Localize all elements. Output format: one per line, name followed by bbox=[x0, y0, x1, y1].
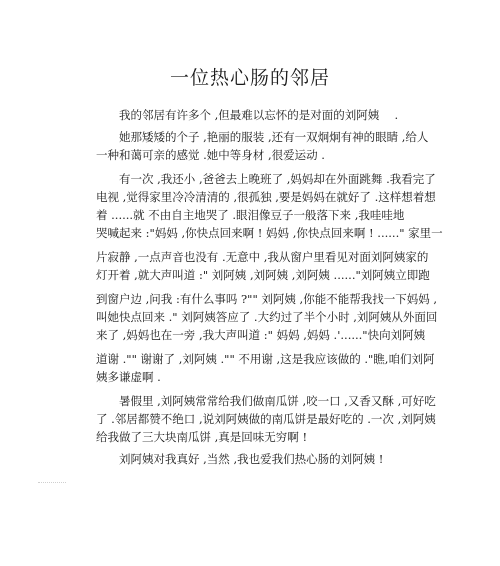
text-line: 有一次 ,我还小 ,爸爸去上晚班了 ,妈妈却在外面跳舞 .我看完了 bbox=[96, 172, 436, 186]
text-line: 一种和蔼可亲的感觉 .她中等身材 ,很爱运动 . bbox=[96, 148, 325, 162]
margin-mark bbox=[38, 482, 66, 483]
text-line: 姨多谦虚啊 . bbox=[96, 370, 161, 384]
text-line: 给我做了三大块南瓜饼 ,真是回味无穷啊 ! bbox=[96, 430, 308, 444]
text-line: 道谢 ."" 谢谢了 ,刘阿姨 ."" 不用谢 ,这是我应该做的 ."瞧,咱们刘阿 bbox=[96, 352, 435, 366]
text-line: 着 ......就 不由自主地哭了 .眼泪像豆子一般落下来 ,我哇哇地 bbox=[96, 208, 405, 222]
text-line: 片寂静 ,一点声音也没有 .无意中 ,我从窗户里看见对面刘阿姨家的 bbox=[96, 250, 429, 264]
text-line: 暑假里 ,刘阿姨常常给我们做南瓜饼 ,咬一口 ,又香又酥 ,可好吃 bbox=[96, 394, 436, 408]
text-line: 了 .邻居都赞不绝口 ,说刘阿姨做的南瓜饼是最好吃的 .一次 ,刘阿姨 bbox=[96, 412, 436, 426]
text-line: 哭喊起来 :"妈妈 ,你快点回来啊 ! 妈妈 ,你快点回来啊 ! ......" 家里一 bbox=[96, 226, 443, 240]
text-line: 到窗户边 ,问我 :有什么事吗 ?"" 刘阿姨 ,你能不能帮我找一下妈妈 , bbox=[96, 292, 438, 306]
text-line: 电视 ,觉得家里冷冷清清的 ,很孤独 ,要是妈妈在就好了 .这样想着想 bbox=[96, 190, 436, 204]
text-line: 我的邻居有许多个 ,但最难以忘怀的是对面的刘阿姨 . bbox=[96, 108, 399, 122]
text-line: 刘阿姨对我真好 ,当然 ,我也爱我们热心肠的刘阿姨 ! bbox=[96, 452, 384, 466]
text-line: 她那矮矮的个子 ,艳丽的服装 ,还有一双炯炯有神的眼睛 ,给人 bbox=[96, 130, 429, 144]
text-line: 灯开着 ,就大声叫道 :" 刘阿姨 ,刘阿姨 ,刘阿姨 ......"刘阿姨立即跑 bbox=[96, 268, 430, 282]
text-line: 来了 ,妈妈也在一旁 ,我大声叫道 :" 妈妈 ,妈妈 .'......"快向刘阿姨 bbox=[96, 328, 426, 342]
document-title: 一位热心肠的邻居 bbox=[169, 67, 330, 89]
text-line: 叫她快点回来 ." 刘阿姨答应了 .大约过了半个小时 ,刘阿姨从外面回 bbox=[96, 310, 438, 324]
